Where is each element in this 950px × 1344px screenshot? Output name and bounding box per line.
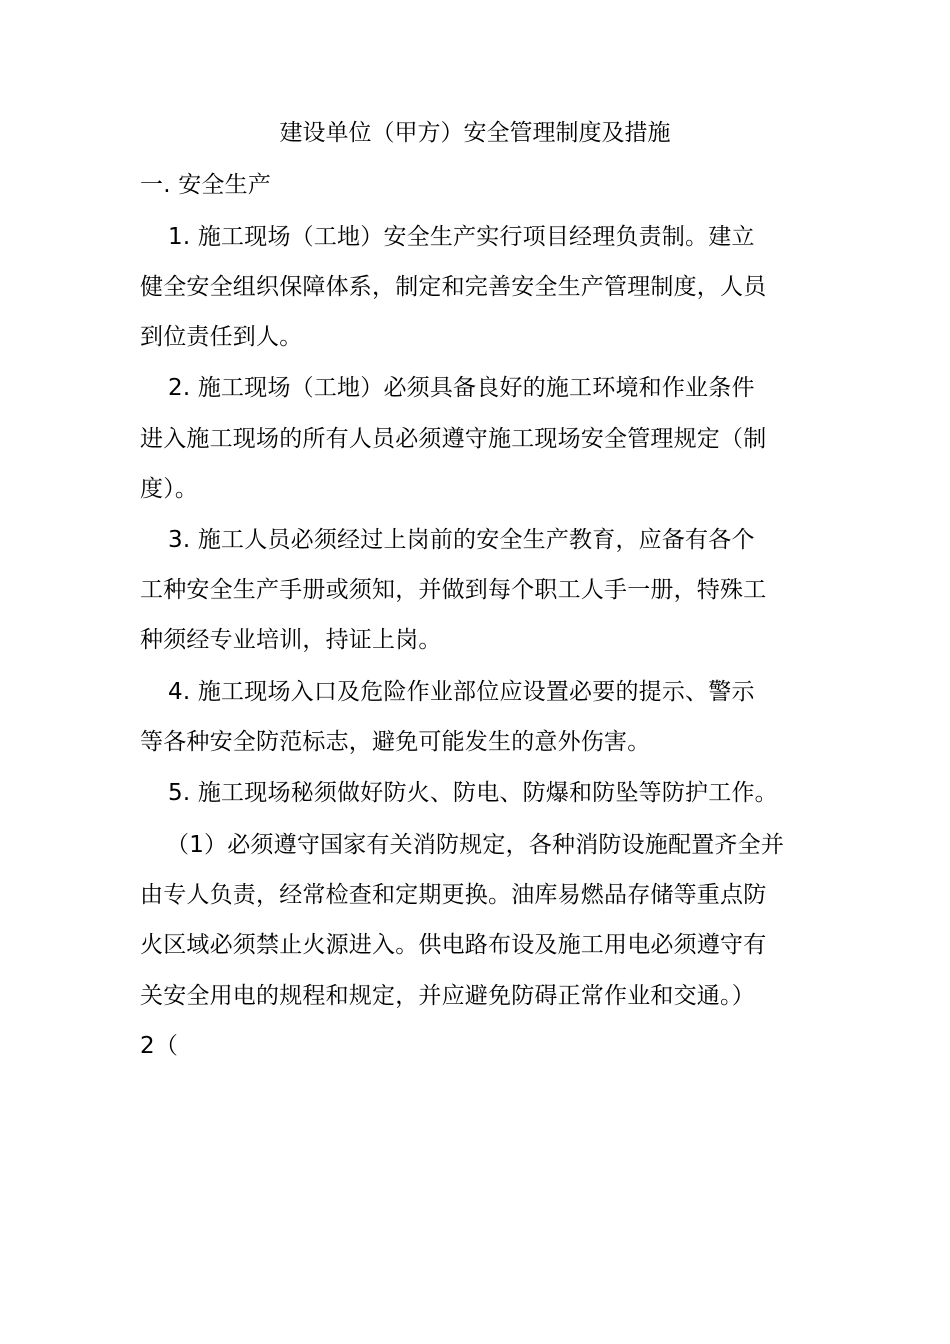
paragraph-line: 5. 施工现场秘须做好防火、防电、防爆和防坠等防护工作。	[168, 780, 778, 806]
document-title: 建设单位（甲方）安全管理制度及措施	[279, 120, 671, 146]
paragraph-line: 由专人负责，经常检查和定期更换。油库易燃品存储等重点防	[140, 882, 767, 908]
paragraph-line: 进入施工现场的所有人员必须遵守施工现场安全管理规定（制	[140, 426, 767, 452]
paragraph-line: 健全安全组织保障体系，制定和完善安全生产管理制度，人员	[140, 274, 767, 300]
section-heading: 一. 安全生产	[140, 172, 272, 198]
paragraph-line: （1）必须遵守国家有关消防规定，各种消防设施配置齐全并	[166, 832, 785, 858]
paragraph-line: 度）。	[140, 476, 199, 502]
paragraph-line: 2（	[140, 1033, 179, 1059]
paragraph-line: 3. 施工人员必须经过上岗前的安全生产教育，应备有各个	[168, 527, 755, 553]
paragraph-line: 种须经专业培训，持证上岗。	[140, 627, 442, 653]
paragraph-line: 火区域必须禁止火源进入。供电路布设及施工用电必须遵守有	[140, 932, 767, 958]
paragraph-line: 1. 施工现场（工地）安全生产实行项目经理负责制。建立	[168, 224, 755, 250]
paragraph-line: 等各种安全防范标志，避免可能发生的意外伤害。	[140, 729, 651, 755]
paragraph-line: 到位责任到人。	[140, 324, 303, 350]
paragraph-line: 关安全用电的规程和规定，并应避免防碍正常作业和交通。）	[140, 983, 755, 1009]
paragraph-line: 4. 施工现场入口及危险作业部位应设置必要的提示、警示	[168, 679, 755, 705]
paragraph-line: 工种安全生产手册或须知，并做到每个职工人手一册，特殊工	[140, 577, 767, 603]
paragraph-line: 2. 施工现场（工地）必须具备良好的施工环境和作业条件	[168, 375, 755, 401]
